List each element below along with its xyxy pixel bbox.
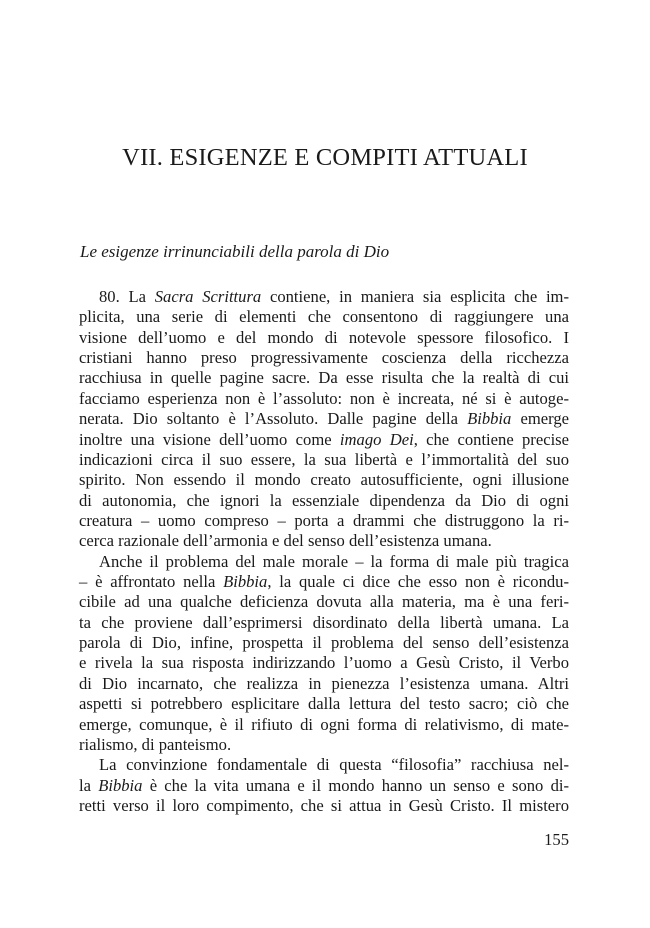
- text-segment: parola di Dio, infine, prospetta il problema del senso dell’esistenza: [79, 633, 569, 653]
- page-number: 155: [544, 830, 569, 849]
- italic-text: imago Dei: [339, 429, 414, 449]
- italic-text: Bibbia: [467, 409, 512, 429]
- text-segment: e rivela la sua risposta indirizzando l’uomo a Gesù Cristo, il Verbo: [79, 653, 569, 673]
- text-line: [79, 552, 569, 572]
- text-line: [79, 450, 569, 470]
- text-line: [79, 592, 569, 612]
- text-segment: La convinzione fondamentale di questa “filosofia” racchiusa nel-: [99, 755, 569, 775]
- text-line: [79, 470, 569, 490]
- italic-text: Sacra Scrittura: [154, 287, 262, 306]
- text-segment: indicazioni circa il suo essere, la sua libertà e l’immortalità del suo: [79, 449, 569, 469]
- text-line: [79, 796, 569, 816]
- text-line: [79, 368, 569, 388]
- text-line: [79, 715, 569, 735]
- text-line: [79, 572, 569, 592]
- text-line: [79, 735, 569, 755]
- text-segment: plicita, una serie di elementi che consentono di raggiungere una: [79, 307, 569, 327]
- text-segment: è che la vita umana e il mondo hanno un senso e sono di-: [142, 775, 569, 795]
- text-segment: – è affrontato nella: [79, 572, 224, 592]
- text-line: [79, 531, 569, 551]
- text-line: [79, 287, 569, 307]
- text-line: [79, 653, 569, 673]
- text-segment: emerge, comunque, è il rifiuto di ogni forma di relativismo, di mate-: [79, 714, 569, 734]
- body-text: [79, 287, 569, 816]
- text-line: [79, 755, 569, 775]
- italic-text: Bibbia: [98, 775, 143, 795]
- text-segment: racchiusa in quelle pagine sacre. Da esse risulta che la realtà di cui: [79, 368, 569, 388]
- paragraph: [79, 755, 569, 816]
- text-segment: retti verso il loro compimento, che si attua in Gesù Cristo. Il mistero: [79, 795, 569, 815]
- text-line: [79, 491, 569, 511]
- text-segment: la: [79, 775, 99, 795]
- text-line: [79, 694, 569, 714]
- text-segment: cristiani hanno preso progressivamente coscienza della ricchezza: [79, 348, 569, 368]
- paragraph: [79, 287, 569, 552]
- text-segment: cibile ad una qualche deficienza dovuta alla materia, ma è una feri-: [79, 592, 569, 612]
- section-title: Le esigenze irrinunciabili della parola di Dio: [80, 242, 390, 261]
- text-segment: facciamo esperienza non è l’assoluto: non è increata, né si è autoge-: [79, 388, 569, 408]
- text-line: [79, 613, 569, 633]
- text-line: [79, 409, 569, 429]
- text-line: [79, 328, 569, 348]
- text-segment: di autonomia, che ignori la essenziale dipendenza da Dio di ogni: [79, 490, 569, 510]
- text-line: [79, 674, 569, 694]
- text-segment: inoltre una visione dell’uomo come: [79, 429, 340, 449]
- italic-text: Bibbia: [223, 572, 268, 592]
- text-segment: di Dio incarnato, che realizza in pienezza l’esistenza umana. Altri: [79, 673, 569, 693]
- paragraph: [79, 552, 569, 756]
- text-segment: contiene, in maniera sia esplicita che im-: [261, 287, 569, 306]
- text-segment: 80. La: [99, 287, 155, 306]
- text-line: [79, 348, 569, 368]
- text-segment: , la quale ci dice che esso non è ricondu-: [267, 572, 569, 592]
- chapter-title: VII. ESIGENZE E COMPITI ATTUALI: [122, 144, 528, 171]
- text-segment: cerca razionale dell’armonia e del senso dell’esistenza umana.: [79, 531, 492, 551]
- text-line: [79, 633, 569, 653]
- text-segment: , che contiene precise: [413, 429, 569, 449]
- text-segment: rialismo, di panteismo.: [79, 734, 232, 754]
- text-line: [79, 389, 569, 409]
- text-segment: Anche il problema del male morale – la forma di male più tragica: [99, 551, 569, 571]
- text-segment: aspetti si potrebbero esplicitare dalla lettura del testo sacro; ciò che: [79, 694, 569, 714]
- text-segment: creatura – uomo compreso – porta a drammi che distruggono la ri-: [79, 510, 569, 530]
- text-segment: nerata. Dio soltanto è l’Assoluto. Dalle pagine della: [79, 409, 468, 429]
- text-line: [79, 776, 569, 796]
- text-segment: visione dell’uomo e del mondo di notevole spessore filosofico. I: [79, 327, 569, 347]
- text-line: [79, 307, 569, 327]
- text-line: [79, 511, 569, 531]
- text-line: [79, 430, 569, 450]
- text-segment: emerge: [511, 409, 569, 429]
- text-segment: ta che proviene dall’esprimersi disordinato della libertà umana. La: [79, 612, 569, 632]
- text-segment: spirito. Non essendo il mondo creato autosufficiente, ogni illusione: [79, 470, 569, 490]
